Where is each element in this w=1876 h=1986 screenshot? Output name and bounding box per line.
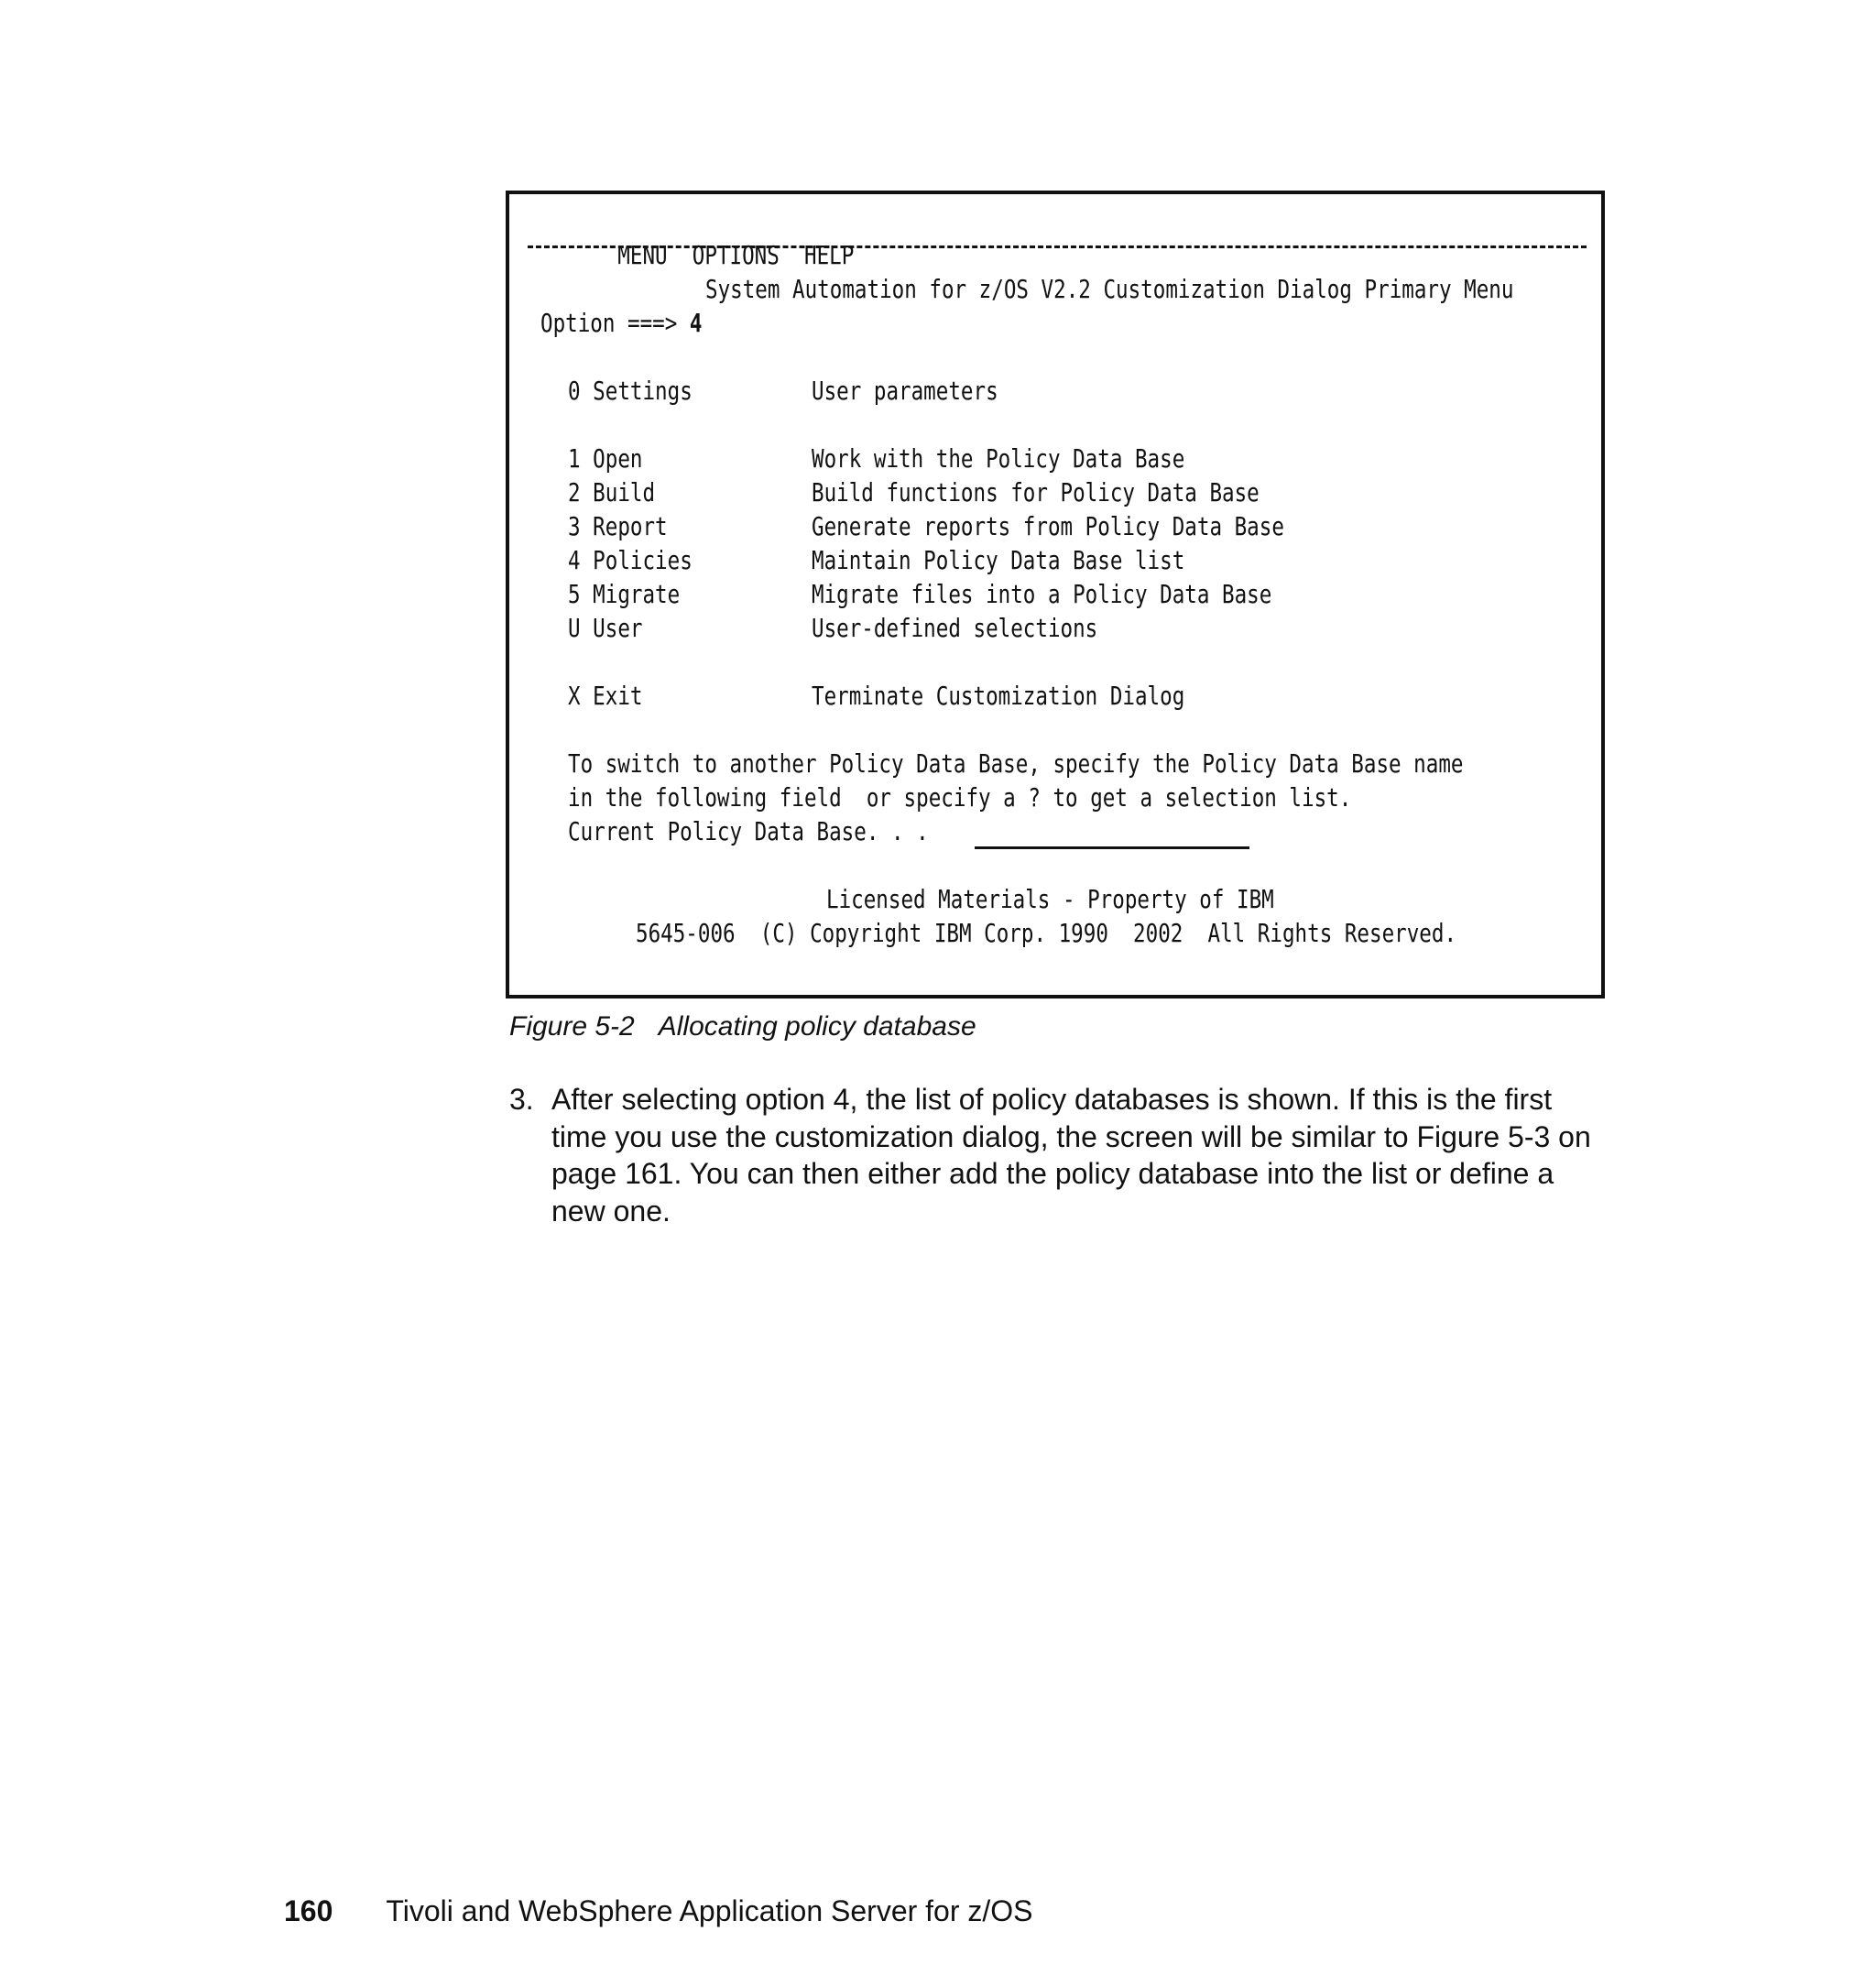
menu-option-open-desc: Work with the Policy Data Base bbox=[812, 444, 1185, 474]
option-input[interactable]: 4 bbox=[689, 309, 703, 338]
menu-item-options[interactable]: OPTIONS bbox=[692, 241, 780, 270]
menu-option-user-desc: User-defined selections bbox=[812, 614, 1098, 643]
book-title: Tivoli and WebSphere Application Server for z/OS bbox=[386, 1894, 1033, 1927]
figure-title: Allocating policy database bbox=[658, 1011, 976, 1042]
figure-number: Figure 5-2 bbox=[509, 1011, 635, 1042]
step-text: After selecting option 4, the list of policy databases is shown. If this is the first time you use the customization dialog, the screen will be similar to Figure 5-3 on page 161. You can then either add the policy database into the list or define a new one. bbox=[551, 1083, 1591, 1228]
instructions-line-2: in the following field or specify a ? to get a selection list. bbox=[568, 783, 1352, 813]
copyright-line: 5645-006 (C) Copyright IBM Corp. 1990 2002 All Rights Reserved. bbox=[636, 919, 1457, 948]
panel-title: System Automation for z/OS V2.2 Customization Dialog Primary Menu bbox=[705, 275, 1514, 304]
page-footer bbox=[284, 1894, 1033, 1928]
menu-option-exit-desc: Terminate Customization Dialog bbox=[812, 682, 1185, 711]
menu-option-migrate[interactable]: 5 Migrate bbox=[568, 580, 681, 609]
menu-option-report-desc: Generate reports from Policy Data Base bbox=[812, 512, 1284, 541]
menu-option-policies-desc: Maintain Policy Data Base list bbox=[812, 546, 1185, 575]
option-line bbox=[540, 307, 703, 341]
menu-option-open[interactable]: 1 Open bbox=[568, 444, 643, 474]
option-prompt: Option ===> bbox=[540, 309, 678, 338]
menu-separator bbox=[528, 246, 1587, 248]
terminal-screen bbox=[506, 191, 1605, 998]
menu-item-menu[interactable]: MENU bbox=[617, 241, 668, 270]
license-line: Licensed Materials - Property of IBM bbox=[826, 885, 1274, 914]
menu-option-settings-desc: User parameters bbox=[812, 376, 998, 406]
current-db-input[interactable] bbox=[975, 846, 1249, 849]
menu-option-report[interactable]: 3 Report bbox=[568, 512, 668, 541]
page-number: 160 bbox=[284, 1894, 333, 1927]
current-db-label: Current Policy Data Base. . . bbox=[568, 817, 929, 846]
menu-option-policies[interactable]: 4 Policies bbox=[568, 546, 693, 575]
menu-option-build-desc: Build functions for Policy Data Base bbox=[812, 478, 1260, 507]
menu-option-exit[interactable]: X Exit bbox=[568, 682, 643, 711]
menu-option-build[interactable]: 2 Build bbox=[568, 478, 656, 507]
step-number: 3. bbox=[509, 1083, 534, 1116]
menu-item-help[interactable]: HELP bbox=[803, 241, 855, 270]
step-paragraph bbox=[509, 1081, 1609, 1229]
figure-caption bbox=[509, 1011, 976, 1042]
menu-option-settings[interactable]: 0 Settings bbox=[568, 376, 693, 406]
menu-option-migrate-desc: Migrate files into a Policy Data Base bbox=[812, 580, 1272, 609]
menu-option-user[interactable]: U User bbox=[568, 614, 643, 643]
instructions-line-1: To switch to another Policy Data Base, specify the Policy Data Base name bbox=[568, 749, 1464, 779]
